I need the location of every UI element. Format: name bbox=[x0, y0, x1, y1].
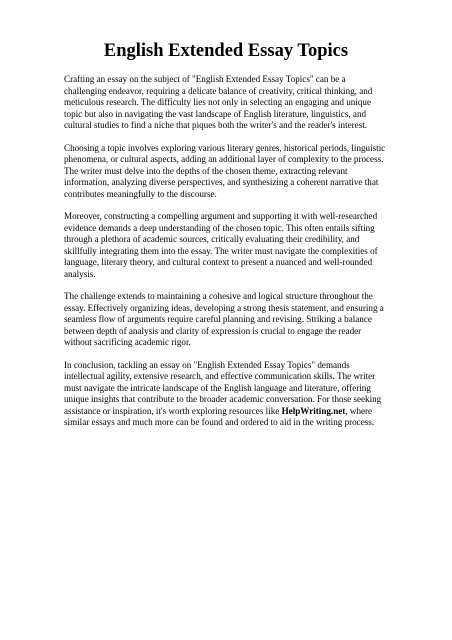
conclusion-text-after: , where similar essays and much more can be found and ordered to aid in the writing process. bbox=[64, 405, 375, 427]
paragraph-argument: Moreover, constructing a compelling argument and supporting it with well-researched evidence demands a deep understanding of the chosen topic. This often entails sifting through a plethora of academic sources, critically evaluating their credibility, and skillfully integrating them into the essay. The writer must navigate the complexities of language, literary theory, and cultural context to present a nuanced and well-rounded analysis. bbox=[64, 211, 378, 279]
paragraph-choosing-topic: Choosing a topic involves exploring various literary genres, historical periods, linguistic phenomena, or cultural aspects, adding an additional layer of complexity to the process. The writer must delve into the depths of the chosen theme, extracting relevant information, analyzing diverse perspectives, and synthesizing a coherent narrative that contributes meaningfully to the discourse. bbox=[64, 142, 386, 199]
brand-name: HelpWriting.net bbox=[281, 405, 346, 416]
paragraph-conclusion bbox=[64, 360, 388, 429]
paragraph-intro: Crafting an essay on the subject of "English Extended Essay Topics" can be a challenging endeavor, requiring a delicate balance of creativity, critical thinking, and meticulous research. The difficulty lies not only in selecting an engaging and unique topic but also in navigating the vast landscape of English literature, linguistics, and cultural studies to find a niche that piques both the writer's and the reader's interest. bbox=[64, 74, 373, 130]
paragraph-structure: The challenge extends to maintaining a cohesive and logical structure throughout the essay. Effectively organizing ideas, developing a strong thesis statement, and ensuring a seamless flow of arguments require careful planning and revising. Striking a balance between depth of analysis and clarity of expression is crucial to engage the reader without sacrificing academic rigor. bbox=[64, 291, 384, 347]
conclusion-text-before: In conclusion, tackling an essay on "English Extended Essay Topics" demands intellectual agility, extensive research, and effective communication skills. The writer must navigate the intricate landscape of the English language and literature, offering unique insights that contribute to the broader academic conversation. For those seeking assistance or inspiration, it's worth exploring resources like bbox=[64, 359, 382, 416]
document-title: English Extended Essay Topics bbox=[103, 41, 349, 61]
